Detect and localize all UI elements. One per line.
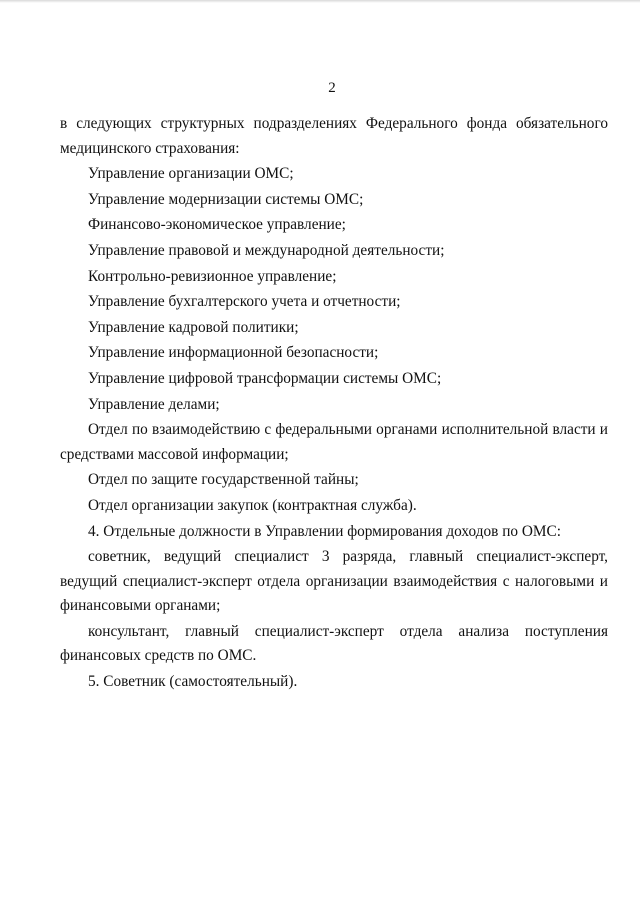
paragraph-list-item: Управление правовой и международной деятельности; — [88, 241, 445, 259]
paragraph-list-item: Управление бухгалтерского учета и отчетности; — [88, 293, 401, 311]
paragraph-list-item: Управление модернизации системы ОМС; — [88, 190, 364, 208]
paragraph-list-item: Отдел организации закупок (контрактная служба). — [88, 496, 417, 514]
paragraph-intro: в следующих структурных подразделениях Федерального фонда обязательного медицинского страхования: — [60, 115, 608, 157]
paragraph-list-item: Управление организации ОМС; — [88, 165, 294, 183]
scan-top-edge — [0, 0, 640, 3]
paragraph-section-4-positions: консультант, главный специалист-эксперт отдела анализа поступления финансовых средств по ОМС. — [60, 622, 608, 665]
paragraph-list-item: Управление кадровой политики; — [88, 318, 299, 336]
page-number: 2 — [328, 80, 336, 96]
paragraph-list-item: Контрольно-ревизионное управление; — [88, 267, 337, 285]
paragraph-list-item: Управление делами; — [88, 395, 220, 413]
paragraph-list-item: Финансово-экономическое управление; — [88, 216, 346, 234]
document-body — [60, 112, 608, 695]
paragraph-section-4: 4. Отдельные должности в Управлении формирования доходов по ОМС: — [88, 522, 561, 540]
paragraph-list-item: Управление информационной безопасности; — [88, 344, 379, 362]
paragraph-section-4-positions: советник, ведущий специалист 3 разряда, главный специалист-эксперт, ведущий специалист-эксперт отдела организации взаимодействия с налоговыми и финансовыми органами; — [60, 548, 608, 615]
paragraph-list-item: Отдел по защите государственной тайны; — [88, 471, 359, 489]
paragraph-list-item: Управление цифровой трансформации системы ОМС; — [88, 369, 442, 387]
paragraph-list-item: Отдел по взаимодействию с федеральными органами исполнительной власти и средствами массовой информации; — [60, 421, 608, 463]
paragraph-section-5: 5. Советник (самостоятельный). — [88, 673, 298, 691]
